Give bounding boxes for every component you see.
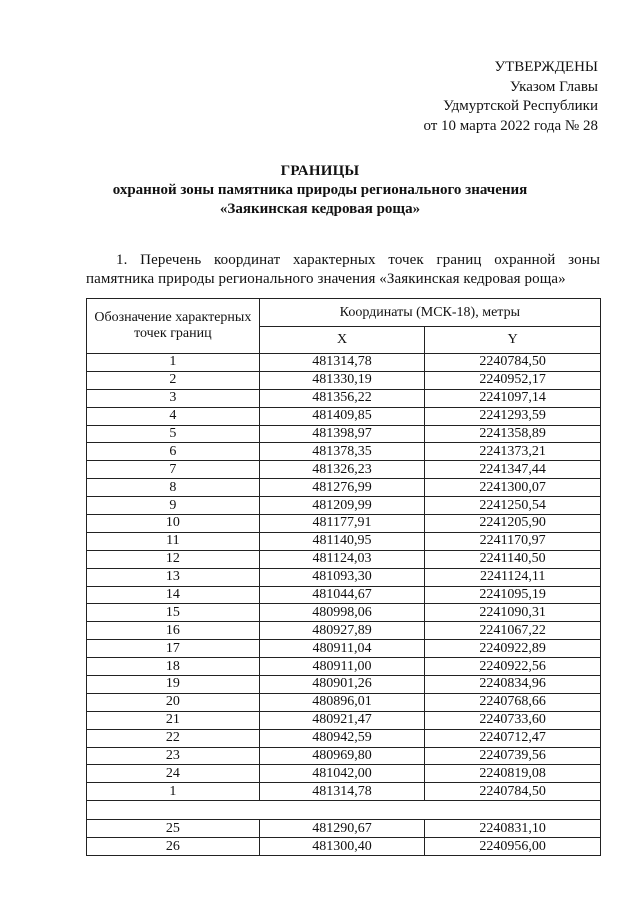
y-coordinate-cell: 2240952,17 xyxy=(425,371,601,389)
table-row xyxy=(87,497,601,515)
point-number-cell: 10 xyxy=(87,515,260,533)
y-coordinate-cell: 2240956,00 xyxy=(425,838,601,856)
coordinates-table xyxy=(86,298,601,856)
point-number-cell: 2 xyxy=(87,371,260,389)
table-row xyxy=(87,371,601,389)
table-row xyxy=(87,676,601,694)
point-number-cell: 6 xyxy=(87,443,260,461)
x-coordinate-cell: 481276,99 xyxy=(259,479,425,497)
point-number-cell: 13 xyxy=(87,568,260,586)
x-coordinate-cell: 481409,85 xyxy=(259,407,425,425)
table-row xyxy=(87,658,601,676)
point-number-cell: 18 xyxy=(87,658,260,676)
table-row xyxy=(87,783,601,801)
x-coordinate-cell: 480969,80 xyxy=(259,747,425,765)
y-coordinate-cell: 2240819,08 xyxy=(425,765,601,783)
point-number-cell: 23 xyxy=(87,747,260,765)
document-title xyxy=(0,162,640,219)
point-number-cell: 21 xyxy=(87,711,260,729)
y-coordinate-cell: 2241250,54 xyxy=(425,497,601,515)
point-number-cell: 17 xyxy=(87,640,260,658)
point-number-cell: 1 xyxy=(87,354,260,372)
table-row xyxy=(87,729,601,747)
y-coordinate-cell: 2240739,56 xyxy=(425,747,601,765)
approved-line-4: от 10 марта 2022 года № 28 xyxy=(423,117,598,134)
table-body xyxy=(87,354,601,856)
point-number-cell: 20 xyxy=(87,693,260,711)
y-coordinate-cell: 2241205,90 xyxy=(425,515,601,533)
x-coordinate-cell: 481209,99 xyxy=(259,497,425,515)
y-coordinate-cell: 2241293,59 xyxy=(425,407,601,425)
table-row xyxy=(87,354,601,372)
table-row xyxy=(87,407,601,425)
table-row xyxy=(87,765,601,783)
table-row xyxy=(87,389,601,407)
point-number-cell: 3 xyxy=(87,389,260,407)
x-coordinate-cell: 480942,59 xyxy=(259,729,425,747)
x-coordinate-cell: 481314,78 xyxy=(259,354,425,372)
x-coordinate-cell: 481140,95 xyxy=(259,532,425,550)
y-coordinate-cell: 2240834,96 xyxy=(425,676,601,694)
table-row xyxy=(87,425,601,443)
table-row xyxy=(87,747,601,765)
x-coordinate-cell: 481044,67 xyxy=(259,586,425,604)
table-row xyxy=(87,640,601,658)
table-row xyxy=(87,532,601,550)
y-coordinate-cell: 2241097,14 xyxy=(425,389,601,407)
y-coordinate-cell: 2241358,89 xyxy=(425,425,601,443)
y-coordinate-cell: 2240784,50 xyxy=(425,783,601,801)
point-number-cell: 12 xyxy=(87,550,260,568)
y-coordinate-cell: 2241067,22 xyxy=(425,622,601,640)
table-row xyxy=(87,479,601,497)
x-coordinate-cell: 480998,06 xyxy=(259,604,425,622)
y-coordinate-cell: 2240712,47 xyxy=(425,729,601,747)
y-coordinate-cell: 2241095,19 xyxy=(425,586,601,604)
table-row xyxy=(87,604,601,622)
table-row xyxy=(87,622,601,640)
point-number-cell: 22 xyxy=(87,729,260,747)
x-coordinate-cell: 480921,47 xyxy=(259,711,425,729)
table-row xyxy=(87,515,601,533)
table-row xyxy=(87,443,601,461)
x-coordinate-cell: 480927,89 xyxy=(259,622,425,640)
point-number-cell: 15 xyxy=(87,604,260,622)
point-number-cell: 16 xyxy=(87,622,260,640)
x-coordinate-cell: 480896,01 xyxy=(259,693,425,711)
point-number-cell: 11 xyxy=(87,532,260,550)
table-separator-row xyxy=(87,801,601,820)
approval-stamp xyxy=(423,58,598,136)
table-row xyxy=(87,820,601,838)
point-number-cell: 24 xyxy=(87,765,260,783)
table-row xyxy=(87,693,601,711)
x-coordinate-cell: 481042,00 xyxy=(259,765,425,783)
approved-line-3: Удмуртской Республики xyxy=(443,98,598,114)
table-row xyxy=(87,838,601,856)
header-x: X xyxy=(259,327,425,354)
y-coordinate-cell: 2240784,50 xyxy=(425,354,601,372)
title-main: ГРАНИЦЫ xyxy=(280,163,360,179)
x-coordinate-cell: 481290,67 xyxy=(259,820,425,838)
table-row xyxy=(87,586,601,604)
point-number-cell: 8 xyxy=(87,479,260,497)
title-sub-1: охранной зоны памятника природы регионального значения xyxy=(112,182,528,198)
y-coordinate-cell: 2241124,11 xyxy=(425,568,601,586)
x-coordinate-cell: 481177,91 xyxy=(259,515,425,533)
approved-line-1: УТВЕРЖДЕНЫ xyxy=(494,59,598,75)
point-number-cell: 14 xyxy=(87,586,260,604)
y-coordinate-cell: 2241090,31 xyxy=(425,604,601,622)
point-number-cell: 19 xyxy=(87,676,260,694)
header-coords: Координаты (МСК-18), метры xyxy=(259,299,600,327)
x-coordinate-cell: 481326,23 xyxy=(259,461,425,479)
x-coordinate-cell: 481314,78 xyxy=(259,783,425,801)
x-coordinate-cell: 481378,35 xyxy=(259,443,425,461)
table-row xyxy=(87,711,601,729)
x-coordinate-cell: 481356,22 xyxy=(259,389,425,407)
approved-line-2: Указом Главы xyxy=(509,78,598,95)
table-row xyxy=(87,550,601,568)
x-coordinate-cell: 481124,03 xyxy=(259,550,425,568)
x-coordinate-cell: 481093,30 xyxy=(259,568,425,586)
point-number-cell: 7 xyxy=(87,461,260,479)
y-coordinate-cell: 2240733,60 xyxy=(425,711,601,729)
x-coordinate-cell: 480911,00 xyxy=(259,658,425,676)
x-coordinate-cell: 480911,04 xyxy=(259,640,425,658)
header-point: Обозначение характерных точек границ xyxy=(87,299,260,354)
table-row xyxy=(87,461,601,479)
x-coordinate-cell: 481330,19 xyxy=(259,371,425,389)
y-coordinate-cell: 2241300,07 xyxy=(425,479,601,497)
point-number-cell: 25 xyxy=(87,820,260,838)
point-number-cell: 26 xyxy=(87,838,260,856)
point-number-cell: 9 xyxy=(87,497,260,515)
y-coordinate-cell: 2240922,56 xyxy=(425,658,601,676)
y-coordinate-cell: 2240922,89 xyxy=(425,640,601,658)
x-coordinate-cell: 480901,26 xyxy=(259,676,425,694)
point-number-cell: 5 xyxy=(87,425,260,443)
x-coordinate-cell: 481398,97 xyxy=(259,425,425,443)
x-coordinate-cell: 481300,40 xyxy=(259,838,425,856)
point-number-cell: 4 xyxy=(87,407,260,425)
point-number-cell: 1 xyxy=(87,783,260,801)
table-row xyxy=(87,568,601,586)
intro-paragraph: 1. Перечень координат характерных точек границ охранной зоны памятника природы регионального значения «Заякинская кедровая роща» xyxy=(86,252,600,287)
header-y: Y xyxy=(425,327,601,354)
y-coordinate-cell: 2241140,50 xyxy=(425,550,601,568)
title-sub-2: «Заякинская кедровая роща» xyxy=(219,201,421,217)
y-coordinate-cell: 2241373,21 xyxy=(425,443,601,461)
y-coordinate-cell: 2240768,66 xyxy=(425,693,601,711)
separator-cell xyxy=(87,801,601,820)
y-coordinate-cell: 2241170,97 xyxy=(425,532,601,550)
y-coordinate-cell: 2241347,44 xyxy=(425,461,601,479)
y-coordinate-cell: 2240831,10 xyxy=(425,820,601,838)
